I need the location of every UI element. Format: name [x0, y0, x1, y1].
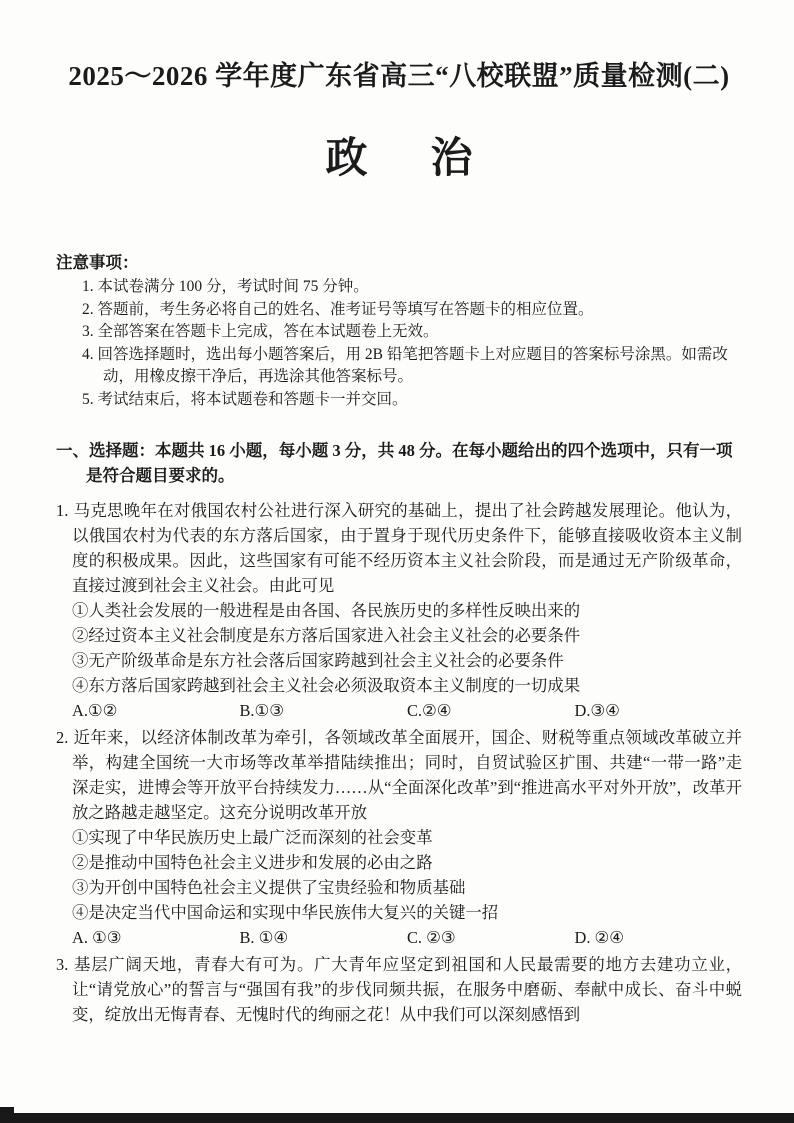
- question-1-option-c: C.②④: [407, 700, 452, 720]
- question-2-stem-text: 近年来，以经济体制改革为牵引，各领域改革全面展开，国企、财税等重点领域改革破立并举，构建全国统一大市场等改革举措陆续推出；同时，自贸试验区扩围、共建“一带一路”走深走实，进博会等开放平台持续发力……从“全面深化改革”到“推进高水平对外开放”，改革开放之路越走越坚定。这充分说明改革开放: [72, 727, 742, 822]
- notice-item-3: 3. 全部答案在答题卡上完成，答在本试题卷上无效。: [82, 323, 439, 341]
- question-2-option-a: A. ①③: [72, 927, 122, 947]
- section-heading: 一、选择题：本题共 16 小题，每小题 3 分，共 48 分。在每小题给出的四个选项中，只有一项是符合题目要求的。: [56, 440, 733, 485]
- question-1-option-b: B.①③: [239, 700, 284, 720]
- question-1-number: 1.: [56, 500, 69, 520]
- question-1-statement-4: ④东方落后国家跨越到社会主义社会必须汲取资本主义制度的一切成果: [72, 675, 581, 695]
- notice-heading: 注意事项：: [56, 253, 139, 272]
- question-1-option-d: D.③④: [574, 700, 620, 720]
- question-3: [56, 952, 742, 1027]
- question-1-options: [56, 698, 742, 723]
- question-3-stem-text: 基层广阔天地，青春大有可为。广大青年应坚定到祖国和人民最需要的地方去建功立业，让“请党放心”的誓言与“强国有我”的步伐同频共振，在服务中磨砺、奉献中成长、奋斗中蜕变，绽放出无悔青春、无愧时代的绚丽之花！从中我们可以深刻感悟到: [72, 954, 742, 1024]
- question-1-statement-2: ②经过资本主义社会制度是东方落后国家进入社会主义社会的必要条件: [72, 625, 581, 645]
- question-1-option-a: A.①②: [72, 700, 118, 720]
- notice-item-1: 1. 本试卷满分 100 分，考试时间 75 分钟。: [82, 278, 369, 295]
- question-2-statement-4: ④是决定当代中国命运和实现中华民族伟大复兴的关键一招: [72, 902, 499, 922]
- notice-item-5: 5. 考试结束后，将本试题卷和答题卡一并交回。: [82, 390, 408, 408]
- notice-section: [56, 249, 742, 412]
- exam-title: 2025～2026 学年度广东省高三“八校联盟”质量检测(二): [68, 61, 730, 91]
- question-1-stem: [56, 498, 742, 598]
- question-2-statement-1: ①实现了中华民族历史上最广泛而深刻的社会变革: [72, 827, 433, 847]
- notice-item-4: 4. 回答选择题时，选出每小题答案后，用 2B 铅笔把答题卡上对应题目的答案标号涂黑。如需改动，用橡皮擦干净后，再选涂其他答案标号。: [82, 345, 728, 386]
- question-2: [56, 725, 742, 950]
- question-2-option-c: C. ②③: [407, 927, 456, 947]
- question-3-stem: [56, 952, 742, 1027]
- question-1-statement-3: ③无产阶级革命是东方社会落后国家跨越到社会主义社会的必要条件: [72, 650, 564, 670]
- question-2-stem: [56, 725, 742, 825]
- question-2-options: [56, 925, 742, 950]
- question-2-option-b: B. ①④: [239, 927, 289, 947]
- question-2-number: 2.: [56, 727, 69, 747]
- notice-item-2: 2. 答题前，考生务必将自己的姓名、准考证号等填写在答题卡的相应位置。: [82, 300, 594, 318]
- question-3-number: 3.: [56, 954, 69, 974]
- subject-title: 政治: [325, 136, 536, 182]
- scan-artifact-bottom-edge: [8, 1113, 794, 1123]
- question-2-statement-2: ②是推动中国特色社会主义进步和发展的必由之路: [72, 852, 433, 872]
- question-2-option-d: D. ②④: [574, 927, 624, 947]
- question-1: [56, 498, 742, 723]
- question-1-statement-1: ①人类社会发展的一般进程是由各国、各民族历史的多样性反映出来的: [72, 600, 581, 620]
- question-2-statement-3: ③为开创中国特色社会主义提供了宝贵经验和物质基础: [72, 877, 466, 897]
- question-1-stem-text: 马克思晚年在对俄国农村公社进行深入研究的基础上，提出了社会跨越发展理论。他认为，以俄国农村为代表的东方落后国家，由于置身于现代历史条件下，能够直接吸收资本主义制度的积极成果。因此，这些国家有可能不经历资本主义社会阶段，而是通过无产阶级革命，直接过渡到社会主义社会。由此可见: [72, 500, 742, 595]
